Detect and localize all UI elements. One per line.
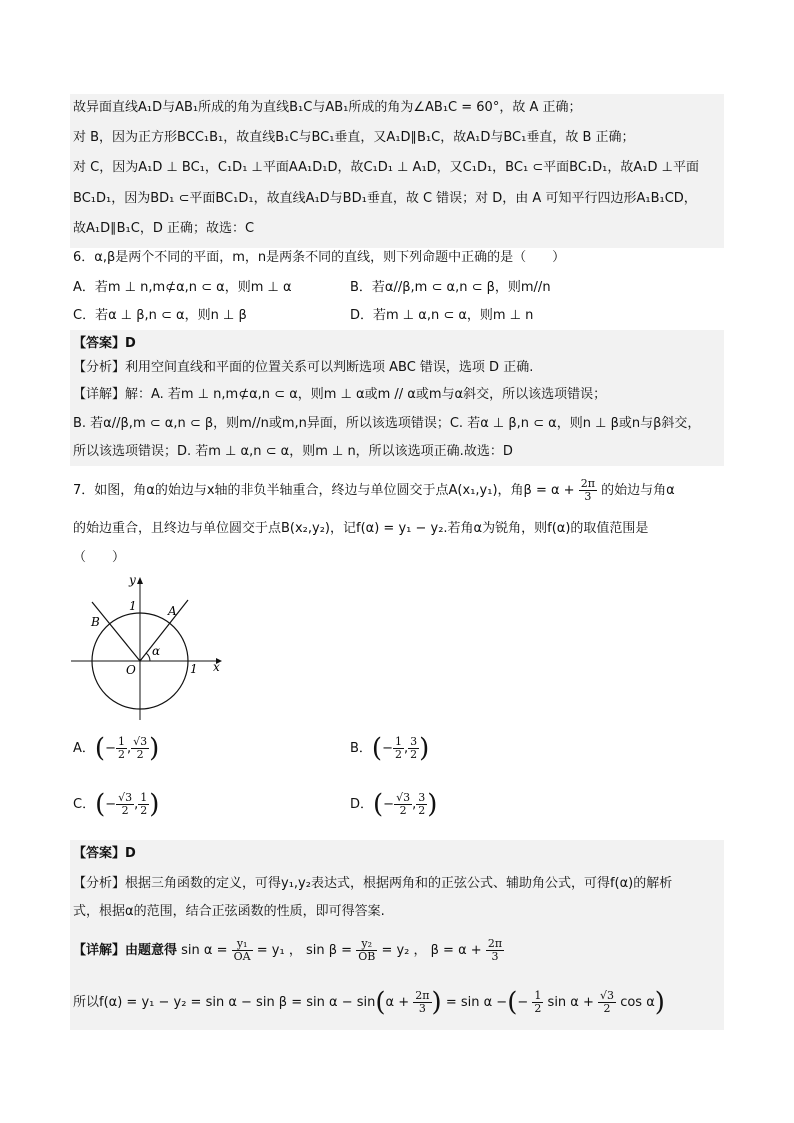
sol5-line-5: 故A₁D∥B₁C，D 正确；故选：C — [73, 221, 255, 236]
q6-analysis: 【分析】利用空间直线和平面的位置关系可以判断选项 ABC 错误，选项 D 正确. — [73, 360, 534, 375]
x-label: x — [213, 660, 220, 674]
q6-option-c: C．若α ⊥ β,n ⊂ α，则n ⊥ β — [73, 308, 247, 323]
q7-stem-1a: 7．如图，角α的始边与x轴的非负半轴重合，终边与单位圆交于点A(x₁,y₁)，角β = α + — [73, 483, 575, 498]
q7-stem-1b: 的始边与角α — [601, 483, 675, 498]
q7-analysis-2: 式，根据α的范围，结合正弦函数的性质，即可得答案. — [73, 904, 385, 919]
q6-answer: 【答案】D — [73, 336, 136, 351]
point-a-label: A — [168, 604, 177, 618]
unit-circle-figure — [66, 570, 226, 725]
one-x-label: 1 — [190, 662, 198, 676]
origin-label: O — [126, 663, 136, 677]
q6-option-a: A．若m ⊥ n,m⊄α,n ⊂ α，则m ⊥ α — [73, 280, 292, 295]
q6-option-b: B．若α//β,m ⊂ α,n ⊂ β，则m//n — [350, 280, 551, 295]
point-b-label: B — [91, 615, 100, 629]
q6-detail-3: 所以该选项错误；D. 若m ⊥ α,n ⊂ α，则m ⊥ n，所以该选项正确.故选：D — [73, 444, 513, 459]
q7-stem-line-3: （ ） — [73, 550, 126, 565]
y-axis-arrow — [137, 577, 143, 584]
alpha-label: α — [152, 644, 161, 658]
q6-detail-2: B. 若α//β,m ⊂ α,n ⊂ β，则m//n或m,n异面，所以该选项错误；C. 若α ⊥ β,n ⊂ α，则n ⊥ β或n与β斜交， — [73, 416, 701, 431]
q6-detail-1: 【详解】解：A. 若m ⊥ n,m⊄α,n ⊂ α，则m ⊥ α或m // α或m与α斜交，所以该选项错误； — [73, 387, 607, 402]
q7-stem-fraction: $\frac{2\pi}{3}$ — [580, 477, 595, 503]
q7-stem-line-2: 的始边重合，且终边与单位圆交于点B(x₂,y₂)，记f(α) = y₁ − y₂.若角α为锐角，则f(α)的取值范围是 — [73, 521, 649, 536]
terminal-side-a — [140, 600, 188, 661]
q7-option-b: B．(− $\frac{1}{2}$ , $\frac{3}{2}$ ) — [350, 733, 430, 764]
alpha-arc — [146, 653, 150, 661]
q7-option-c: C．(− $\frac{√3}{2}$ , $\frac{1}{2}$ ) — [73, 789, 160, 820]
sol5-line-2: 对 B，因为正方形BCC₁B₁，故直线B₁C与BC₁垂直，又A₁D∥B₁C，故A₁D与BC₁垂直，故 B 正确； — [73, 130, 635, 145]
one-y-label: 1 — [129, 599, 137, 613]
q6-stem: 6．α,β是两个不同的平面，m，n是两条不同的直线，则下列命题中正确的是（ ） — [73, 250, 566, 265]
sol5-line-4: BC₁D₁，因为BD₁ ⊂平面BC₁D₁，故直线A₁D与BD₁垂直，故 C 错误；对 D，由 A 可知平行四边形A₁B₁CD， — [73, 191, 697, 206]
y-label: y — [129, 573, 136, 587]
q7-detail: 【详解】由题意得 sin α = $\frac{\text{y₁}}{OA}$ = y₁ ， sin β = $\frac{\text{y₂}}{OB}$ = y₂ ， β = α + $\frac{2\pi}{3}$ — [73, 937, 503, 963]
q7-answer: 【答案】D — [73, 846, 136, 861]
sol5-line-3: 对 C，因为A₁D ⊥ BC₁，C₁D₁ ⊥平面AA₁D₁D，故C₁D₁ ⊥ A₁D，又C₁D₁，BC₁ ⊂平面BC₁D₁，故A₁D ⊥平面 — [73, 160, 699, 175]
q6-option-d: D．若m ⊥ α,n ⊂ α，则m ⊥ n — [350, 308, 534, 323]
q7-stem-line-1 — [73, 478, 675, 503]
q7-analysis-1: 【分析】根据三角函数的定义，可得y₁,y₂表达式，根据两角和的正弦公式、辅助角公式，可得f(α)的解析 — [73, 876, 673, 891]
q7-final-expression: 所以f(α) = y₁ − y₂ = sin α − sin β = sin α − sin(α + $\frac{2\pi}{3}$ ) = sin α −(− $\frac{1}{2}$ sin α + $\frac{√3}{2}$ cos α) — [73, 987, 665, 1018]
q7-option-d: D．(− $\frac{√3}{2}$ , $\frac{3}{2}$ ) — [350, 789, 438, 820]
sol5-line-1: 故异面直线A₁D与AB₁所成的角为直线B₁C与AB₁所成的角为∠AB₁C = 60°，故 A 正确； — [73, 100, 582, 115]
q7-option-a: A．(− $\frac{1}{2}$ , $\frac{√3}{2}$ ) — [73, 733, 160, 764]
